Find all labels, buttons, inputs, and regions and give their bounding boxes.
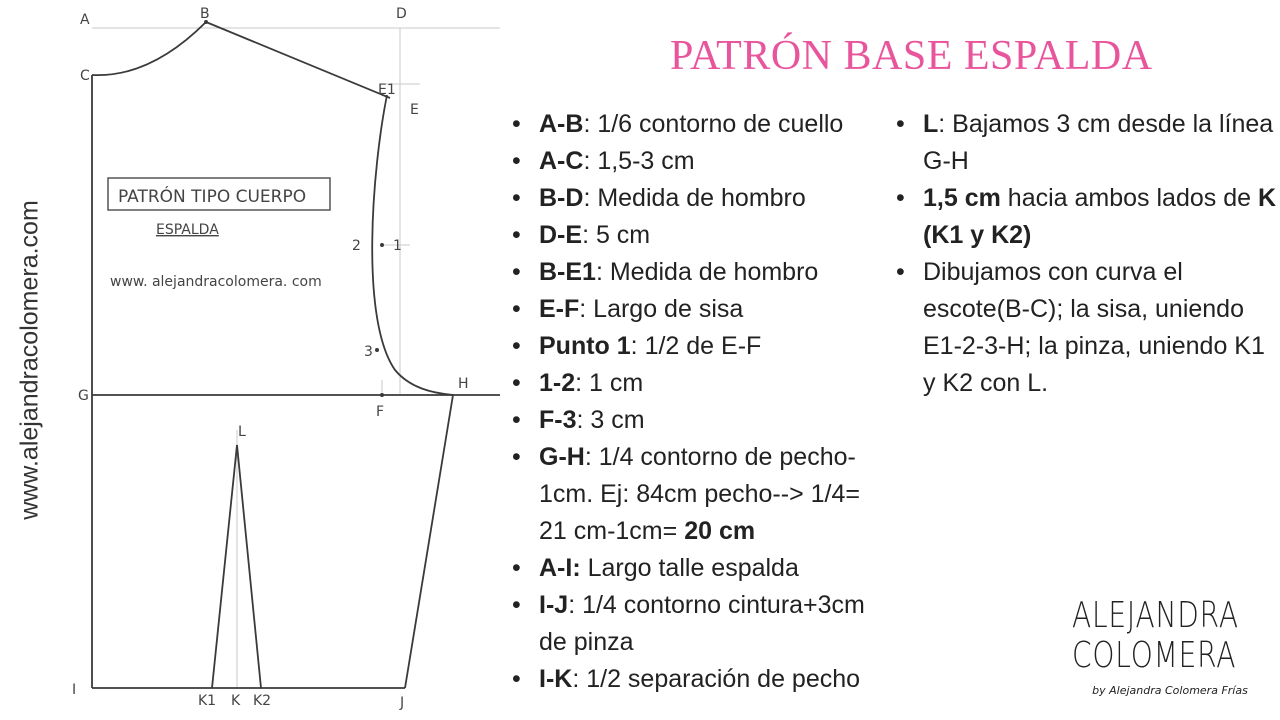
- pattern-diagram: [0, 0, 510, 720]
- list-item: [512, 106, 892, 143]
- item-text: : 5 cm: [582, 221, 651, 249]
- item-text: : 1/4 contorno de pecho-1cm. Ej: 84cm pecho--> 1/4= 21 cm-1cm=: [539, 443, 860, 545]
- neckline-curve: [92, 22, 206, 75]
- item-text: : 1/4 contorno cintura+3cm de pinza: [539, 591, 865, 656]
- item-term: D-E: [539, 221, 583, 249]
- dart-left-line: [212, 445, 237, 688]
- item-text: hacia ambos lados de: [1000, 184, 1258, 212]
- list-item: [512, 180, 892, 217]
- item-term: I-K: [539, 665, 573, 693]
- label-L: L: [238, 424, 246, 440]
- list-item: [896, 254, 1280, 402]
- page-title: PATRÓN BASE ESPALDA: [670, 33, 1153, 79]
- item-term: A-C: [539, 147, 584, 175]
- item-text: : Bajamos 3 cm desde la línea G-H: [923, 110, 1274, 175]
- card-line2: ESPALDA: [156, 222, 219, 238]
- list-item: [512, 402, 892, 439]
- item-text: : 1/6 contorno de cuello: [583, 110, 844, 138]
- list-item: [512, 661, 892, 698]
- label-E: E: [410, 102, 419, 118]
- label-3: 3: [364, 344, 373, 360]
- label-K1: K1: [198, 693, 217, 709]
- label-C: C: [80, 68, 90, 84]
- list-item: [512, 550, 892, 587]
- item-term: E-F: [539, 295, 580, 323]
- item-term: I-J: [539, 591, 569, 619]
- dart-right-line: [237, 445, 261, 688]
- brand-logo: [1050, 596, 1250, 697]
- list-item: [896, 106, 1280, 180]
- item-text: : Medida de hombro: [583, 184, 806, 212]
- label-G: G: [78, 388, 89, 404]
- item-term: F-3: [539, 406, 577, 434]
- item-text: : 3 cm: [576, 406, 645, 434]
- list-item: [896, 180, 1280, 254]
- list-item: [512, 587, 892, 661]
- label-B: B: [200, 6, 210, 22]
- item-text: : 1/2 separación de pecho: [572, 665, 861, 693]
- item-term: 1,5 cm: [923, 184, 1001, 212]
- item-text: : 1,5-3 cm: [583, 147, 695, 175]
- list-item: [512, 143, 892, 180]
- card-site: www. alejandracolomera. com: [110, 274, 322, 290]
- list-item: [512, 328, 892, 365]
- item-bold-tail: 20 cm: [684, 517, 756, 545]
- point-marks: [204, 20, 384, 397]
- list-item: [512, 217, 892, 254]
- item-term: 1-2: [539, 369, 576, 397]
- label-K2: K2: [253, 693, 272, 709]
- list-item: [512, 365, 892, 402]
- item-text: : 1 cm: [575, 369, 644, 397]
- item-term: G-H: [539, 443, 585, 471]
- item-text: Dibujamos con curva el escote(B-C); la sisa, uniendo E1-2-3-H; la pinza, uniendo K1 y K2 con L.: [923, 258, 1265, 397]
- label-F: F: [376, 404, 385, 420]
- label-E1: E1: [378, 82, 396, 98]
- label-D: D: [396, 6, 407, 22]
- list-item: [512, 254, 892, 291]
- item-term: B-D: [539, 184, 584, 212]
- label-I: I: [72, 682, 77, 698]
- label-K: K: [231, 693, 241, 709]
- item-text: Largo talle espalda: [580, 554, 799, 582]
- item-term: Punto 1: [539, 332, 631, 360]
- measurements-list-left: [512, 106, 892, 698]
- brand-line1: ALEJANDRA: [1072, 595, 1239, 636]
- item-term: L: [923, 110, 939, 138]
- item-bold-tail: K (K1 y K2): [923, 184, 1277, 249]
- label-A: A: [80, 12, 90, 28]
- item-term: A-I:: [539, 554, 581, 582]
- list-item: [512, 439, 892, 550]
- shoulder-line: [206, 22, 390, 98]
- label-H: H: [458, 376, 469, 392]
- label-J: J: [400, 695, 405, 711]
- item-term: A-B: [539, 110, 584, 138]
- pattern-outline: [92, 22, 500, 688]
- item-term: B-E1: [539, 258, 596, 286]
- card-line1: PATRÓN TIPO CUERPO: [118, 187, 307, 207]
- item-text: : Medida de hombro: [595, 258, 819, 286]
- brand-tagline: by Alejandra Colomera Frías: [1092, 684, 1248, 697]
- construction-lines: [92, 28, 500, 688]
- item-text: : Largo de sisa: [579, 295, 744, 323]
- label-2: 2: [352, 238, 361, 254]
- label-1: 1: [393, 238, 402, 254]
- list-item: [512, 291, 892, 328]
- vertical-website-text: www.alejandracolomera.com: [15, 200, 44, 520]
- side-seam-line: [405, 395, 453, 688]
- measurements-list-right: [896, 106, 1280, 402]
- brand-line2: COLOMERA: [1072, 635, 1237, 676]
- item-text: : 1/2 de E-F: [630, 332, 762, 360]
